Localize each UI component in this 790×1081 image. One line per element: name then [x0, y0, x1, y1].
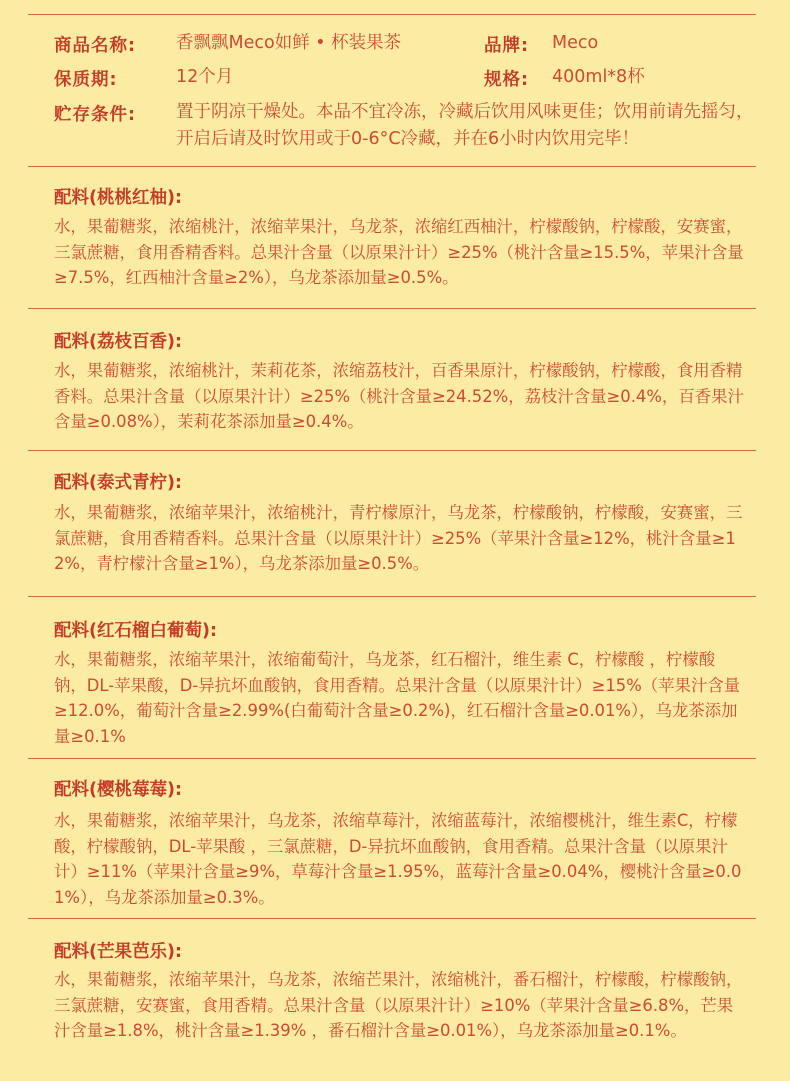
brand-label: 品牌: — [484, 36, 529, 56]
divider — [28, 166, 756, 167]
section-title: 配料(泰式青柠): — [54, 473, 182, 493]
section-title: 配料(荔枝百香): — [54, 332, 182, 352]
section-text: 水，果葡糖浆，浓缩苹果汁，浓缩桃汁，青柠檬原汁，乌龙茶，柠檬酸钠，柠檬酸，安赛蜜，三氯蔗糖，食用香精香料。总果汁含量（以原果汁计）≥25%（苹果汁含量≥12%，桃汁含量≥12%，青柠檬汁含量≥1%），乌龙茶添加量≥0.5%。 — [54, 503, 743, 573]
product-name-value: 香飘飘Meco如鲜 • 杯装果茶 — [176, 33, 402, 53]
spec-label: 规格: — [484, 70, 529, 90]
section-text: 水，果葡糖浆，浓缩桃汁，茉莉花茶，浓缩荔枝汁，百香果原汁，柠檬酸钠，柠檬酸，食用香精香料。总果汁含量（以原果汁计）≥25%（桃汁含量≥24.52%，荔枝汁含量≥0.4%，百香果汁含量≥0.08%），茉莉花茶添加量≥0.4%。 — [54, 361, 744, 431]
section-text: 水，果葡糖浆，浓缩苹果汁，乌龙茶，浓缩芒果汁，浓缩桃汁，番石榴汁，柠檬酸，柠檬酸钠，三氯蔗糖，安赛蜜，食用香精。总果汁含量（以原果汁计）≥10%（苹果汁含量≥6.8%，芒果汁含量≥1.8%，桃汁含量≥1.39% ，番石榴汁含量≥0.01%），乌龙茶添加量≥0.1%。 — [54, 970, 743, 1040]
section-text: 水，果葡糖浆，浓缩桃汁，浓缩苹果汁，乌龙茶，浓缩红西柚汁，柠檬酸钠，柠檬酸，安赛蜜，三氯蔗糖，食用香精香料。总果汁含量（以原果汁计）≥25%（桃汁含量≥15.5%，苹果汁含量≥7.5%，红西柚汁含量≥2%），乌龙茶添加量≥0.5%。 — [54, 217, 744, 287]
section-title: 配料(芒果芭乐): — [54, 942, 182, 962]
section-title: 配料(桃桃红柚): — [54, 188, 182, 208]
storage-label: 贮存条件: — [54, 105, 136, 125]
divider — [28, 308, 756, 309]
section-text: 水，果葡糖浆，浓缩苹果汁，乌龙茶，浓缩草莓汁，浓缩蓝莓汁，浓缩樱桃汁，维生素C，柠檬酸，柠檬酸钠，DL-苹果酸 ，三氯蔗糖，D-异抗坏血酸钠，食用香精。总果汁含量（以原果汁计）≥11%（苹果汁含量≥9%，草莓汁含量≥1.95%，蓝莓汁含量≥0.04%，樱桃汁含量≥0.01%），乌龙茶添加量≥0.3%。 — [54, 811, 742, 907]
divider — [28, 450, 756, 451]
divider — [28, 14, 756, 15]
spec-value: 400ml*8杯 — [552, 67, 645, 87]
section-title: 配料(红石榴白葡萄): — [54, 621, 217, 641]
section-text: 水，果葡糖浆，浓缩苹果汁，浓缩葡萄汁，乌龙茶，红石榴汁，维生素 C，柠檬酸 ，柠檬酸钠，DL-苹果酸，D-异抗坏血酸钠，食用香精。总果汁含量（以原果汁计）≥15%（苹果汁含量≥12.0%，葡萄汁含量≥2.99%(白葡萄汁含量≥0.2%)，红石榴汁含量≥0.01%），乌龙茶添加量≥0.1% — [54, 650, 741, 746]
divider — [28, 596, 756, 597]
shelf-life-label: 保质期: — [54, 70, 118, 90]
storage-value: 置于阴凉干燥处。本品不宜冷冻，冷藏后饮用风味更佳；饮用前请先摇匀，开启后请及时饮用或于0-6°C冷藏，并在6小时内饮用完毕！ — [176, 102, 754, 149]
brand-value: Meco — [552, 33, 599, 53]
divider — [28, 918, 756, 919]
shelf-life-value: 12个月 — [176, 67, 234, 87]
section-title: 配料(樱桃莓莓): — [54, 780, 182, 800]
divider — [28, 758, 756, 759]
product-name-label: 商品名称: — [54, 36, 136, 56]
